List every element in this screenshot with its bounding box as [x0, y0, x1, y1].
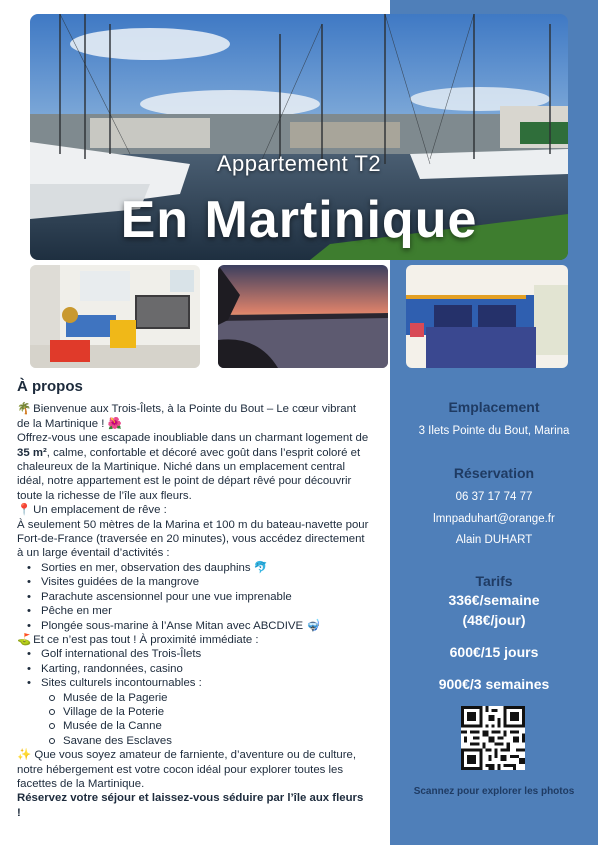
hibiscus-icon: 🌺	[107, 417, 122, 430]
email-link[interactable]: lmnpaduhart@orange.fr	[433, 513, 555, 525]
about-heading: À propos	[17, 378, 83, 395]
location-text: À seulement 50 mètres de la Marina et 100 m du bateau-navette pour Fort-de-France (traversée en 20 minutes), vous accédez directement à un large éventail d’activités :	[17, 518, 369, 560]
nearby-title-line	[17, 633, 369, 647]
palm-tree-icon: 🌴	[17, 403, 32, 416]
emplacement-heading: Emplacement	[448, 399, 540, 415]
list-item: • Plongée sous-marine à l’Anse Mitan avec ABCDIVE 🤿	[35, 619, 369, 633]
sites-label: Sites culturels incontournables :	[41, 677, 202, 690]
list-item: • Golf international des Trois-Îlets	[35, 647, 369, 661]
list-item: • Karting, randonnées, casino	[35, 662, 369, 676]
outro-text: Que vous soyez amateur de farniente, d’aventure ou de culture, notre hébergement est votre cocon idéal pour explorer toutes les facettes de la Martinique.	[17, 749, 357, 790]
golf-flag-icon: ⛳	[17, 633, 32, 646]
description-text-start: Offrez-vous une escapade inoubliable dans un charmant logement de	[17, 432, 369, 445]
pin-icon: 📍	[17, 504, 32, 517]
scan-caption: Scannez pour explorer les photos	[413, 786, 575, 797]
list-item: Musée de la Canne	[57, 719, 369, 733]
list-item: • Pêche en mer	[35, 604, 369, 618]
sparkles-icon: ✨	[17, 749, 32, 762]
list-item: • Sorties en mer, observation des dauphins 🐬	[35, 561, 369, 575]
price-3-weeks: 900€/3 semaines	[438, 676, 550, 692]
surface-area: 35 m²	[17, 446, 47, 459]
hero-title: En Martinique	[120, 191, 478, 249]
list-item	[35, 676, 369, 748]
bedroom-photo	[406, 265, 568, 368]
closing-text: Réservez votre séjour et laissez-vous séduire par l’île aux fleurs !	[17, 792, 364, 819]
description-text-end: , calme, confortable et décoré avec goût dans l’esprit coloré et chaleureux de la Martinique. Niché dans un emplacement central idéal, notre appartement est le point de départ rêvé pour découvrir toute la richesse de l’île aux fleurs.	[17, 446, 361, 502]
sites-list	[41, 691, 369, 749]
living-room-photo	[30, 265, 200, 368]
list-item: • Parachute ascensionnel pour une vue imprenable	[35, 590, 369, 604]
qr-code[interactable]	[461, 706, 525, 770]
hero-subtitle: Appartement T2	[216, 151, 382, 176]
price-15-days: 600€/15 jours	[449, 644, 539, 660]
location-title-line	[17, 503, 369, 517]
location-title: Un emplacement de rêve :	[33, 504, 167, 517]
about-section	[17, 380, 369, 820]
address-text: 3 Ilets Pointe du Bout, Marina	[418, 425, 570, 437]
nearby-title: Et ce n’est pas tout ! À proximité immédiate :	[33, 633, 259, 646]
phone-link[interactable]: 06 37 17 74 77	[455, 491, 533, 503]
sunset-photo	[218, 265, 388, 368]
intro-paragraph	[17, 402, 369, 431]
activities-list	[17, 561, 369, 633]
hero-banner	[30, 14, 568, 260]
list-item: Musée de la Pagerie	[57, 691, 369, 705]
qr-code-icon	[461, 706, 525, 770]
contact-name: Alain DUHART	[455, 534, 533, 546]
intro-text: Bienvenue aux Trois-Îlets, à la Pointe du Bout – Le cœur vibrant de la Martinique !	[17, 403, 357, 430]
price-week: 336€/semaine	[448, 592, 540, 608]
reservation-heading: Réservation	[453, 465, 535, 481]
tarifs-heading: Tarifs	[475, 573, 513, 589]
list-item: Savane des Esclaves	[57, 734, 369, 748]
list-item: Village de la Poterie	[57, 705, 369, 719]
price-day: (48€/jour)	[462, 612, 526, 628]
outro-paragraph	[17, 748, 369, 791]
nearby-list	[17, 647, 369, 748]
list-item: • Visites guidées de la mangrove	[35, 575, 369, 589]
description-paragraph	[17, 431, 369, 503]
